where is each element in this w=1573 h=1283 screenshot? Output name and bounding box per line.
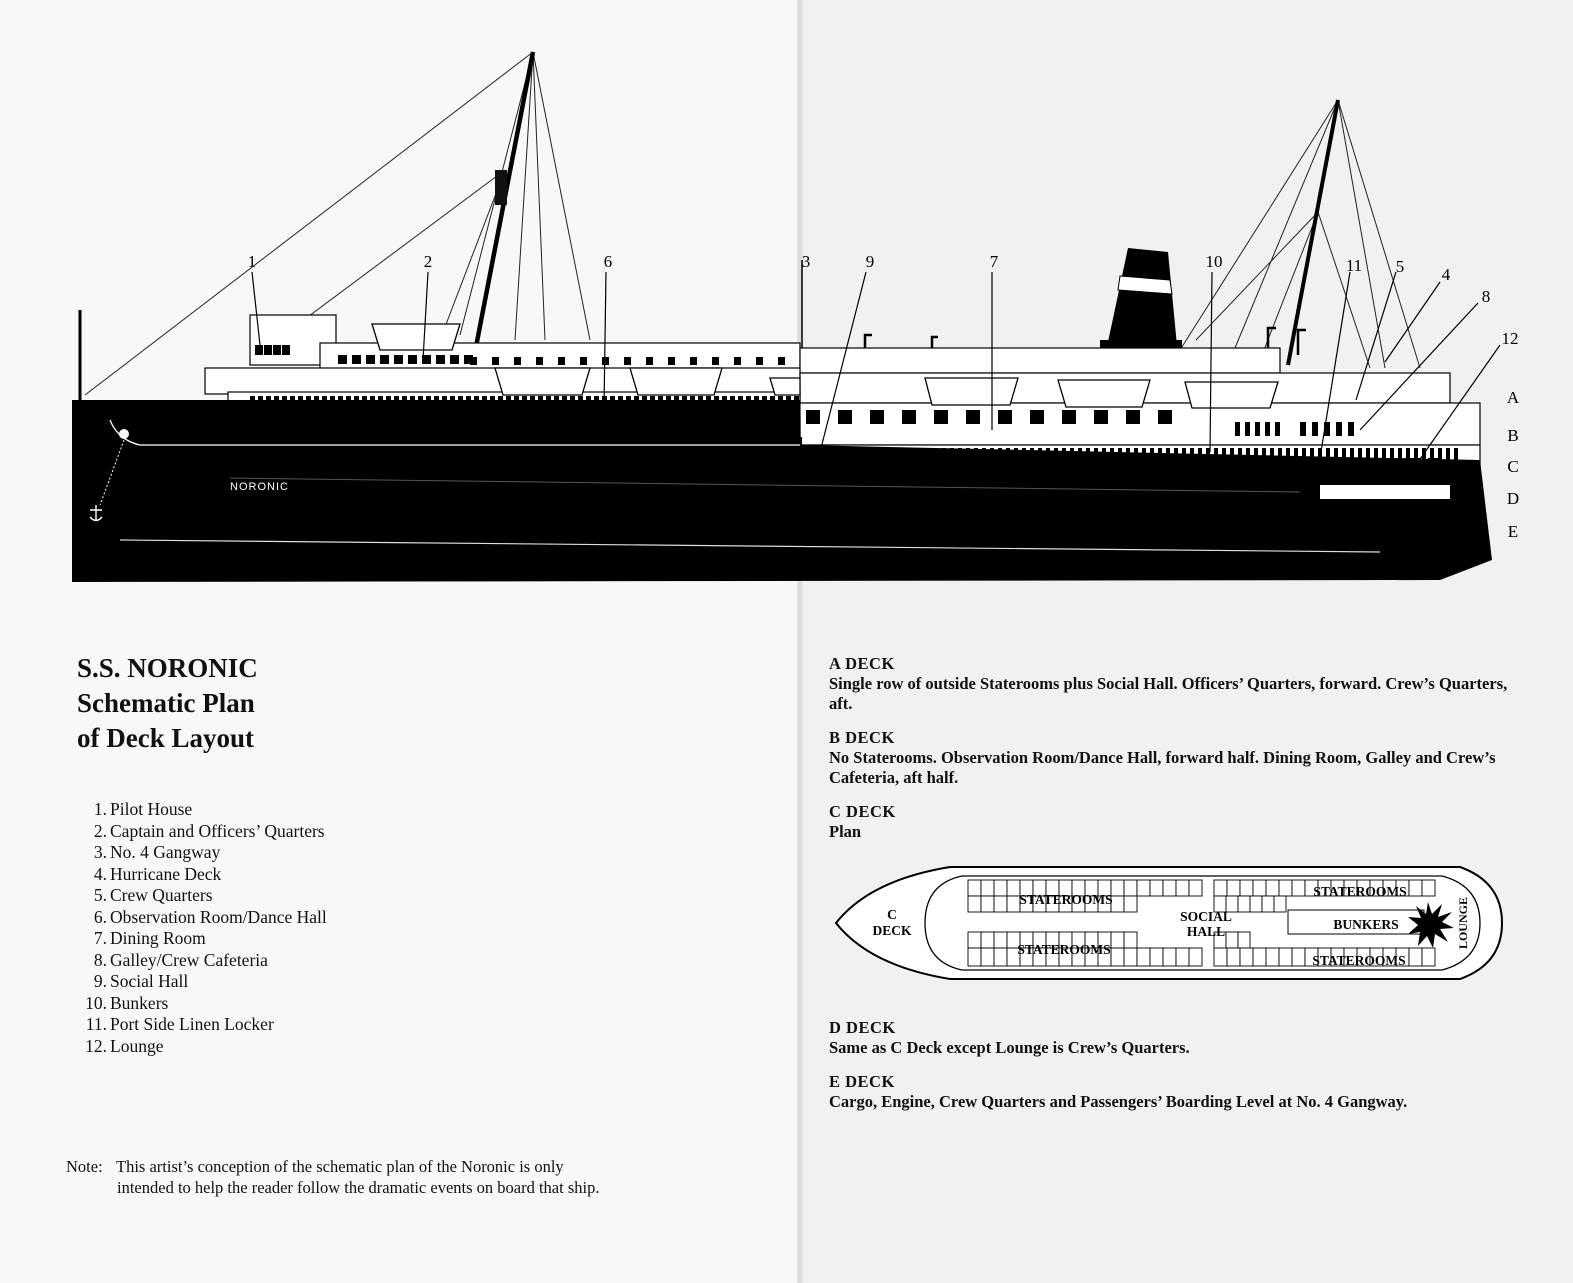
window — [1300, 422, 1306, 436]
cabin — [1253, 948, 1266, 966]
legend-item: 7. Dining Room — [93, 928, 206, 948]
legend-list — [66, 799, 327, 1057]
cabin — [1176, 880, 1189, 896]
cabin — [1409, 948, 1422, 966]
deck-descriptions-lower — [829, 1018, 1529, 1126]
window — [1245, 422, 1250, 436]
title-line-3: of Deck Layout — [77, 723, 254, 753]
cabin — [1279, 948, 1292, 966]
deck-text: Cargo, Engine, Crew Quarters and Passengers’ Boarding Level at No. 4 Gangway. — [829, 1092, 1408, 1111]
window — [394, 355, 403, 364]
cabin — [1250, 896, 1262, 912]
cabin — [1214, 880, 1227, 896]
c-deck-plan — [830, 862, 1505, 984]
window — [408, 355, 417, 364]
note-line-1: This artist’s conception of the schematic plan of the Noronic is only — [116, 1157, 564, 1176]
callout-number: 12 — [1501, 329, 1519, 348]
cabin — [1227, 880, 1240, 896]
cabin — [1137, 948, 1150, 966]
window — [366, 355, 375, 364]
legend-item: 2. Captain and Officers’ Quarters — [93, 820, 325, 841]
deck-text: Single row of outside Staterooms plus Social Hall. Officers’ Quarters, forward. Crew’s Quarters, aft. — [829, 674, 1508, 713]
cabin — [981, 948, 994, 966]
cabin — [981, 896, 994, 912]
window — [492, 357, 499, 365]
window — [536, 357, 543, 365]
cabin — [1262, 896, 1274, 912]
cabin — [1227, 948, 1240, 966]
cabin — [994, 932, 1007, 948]
cabin — [1111, 880, 1124, 896]
deck-heading: B DECK — [829, 728, 895, 747]
cabin — [1163, 948, 1176, 966]
note-label: Note: — [66, 1157, 103, 1176]
bunkers-label: BUNKERS — [1333, 917, 1399, 932]
deck-letter: C — [1507, 457, 1519, 476]
cabin — [1150, 880, 1163, 896]
window — [1255, 422, 1260, 436]
cabin — [1422, 948, 1435, 966]
social-hall-label-1: SOCIAL — [1180, 909, 1232, 924]
window — [668, 357, 675, 365]
cabin — [1124, 896, 1137, 912]
bow-label-deck: DECK — [872, 923, 912, 938]
cabin — [1266, 948, 1279, 966]
deck-e — [829, 1072, 1529, 1112]
legend-item: 10. Bunkers — [85, 992, 169, 1013]
deck-letter-labels — [1507, 388, 1520, 541]
window — [778, 357, 785, 365]
cabin — [1111, 948, 1124, 966]
window — [902, 410, 916, 424]
window — [870, 410, 884, 424]
window — [558, 357, 565, 365]
bow-label-c: C — [887, 907, 897, 922]
window — [1094, 410, 1108, 424]
window — [646, 357, 653, 365]
cabin — [1150, 948, 1163, 966]
legend-item: 9. Social Hall — [93, 971, 189, 991]
window — [966, 410, 980, 424]
cabin — [994, 880, 1007, 896]
window — [838, 410, 852, 424]
fore-mast-lamp — [495, 170, 507, 205]
cabin — [1409, 880, 1422, 896]
callout-number: 3 — [801, 252, 811, 271]
callout-number: 1 — [247, 252, 257, 271]
legend-item: 5. Crew Quarters — [93, 885, 213, 905]
window — [380, 355, 389, 364]
callout-number: 10 — [1205, 252, 1223, 271]
window — [998, 410, 1012, 424]
cabin — [1422, 880, 1435, 896]
window — [436, 355, 445, 364]
deck-b — [829, 728, 1519, 788]
window — [514, 357, 521, 365]
cabin — [1007, 896, 1020, 912]
cabin — [981, 880, 994, 896]
cabin — [1137, 880, 1150, 896]
window — [934, 410, 948, 424]
cabin — [1238, 932, 1250, 948]
lounge-label: LOUNGE — [1456, 896, 1470, 950]
legend-item: 4. Hurricane Deck — [93, 863, 222, 884]
deck-text: Same as C Deck except Lounge is Crew’s Quarters. — [829, 1038, 1190, 1057]
funnel — [1100, 248, 1182, 358]
deck-letter: A — [1506, 388, 1520, 407]
cabin — [968, 880, 981, 896]
legend-item: 12. Lounge — [85, 1035, 164, 1056]
staterooms-label-fwd-top: STATEROOMS — [1019, 892, 1113, 907]
window — [273, 345, 281, 355]
note-line-2: intended to help the reader follow the dramatic events on board that ship. — [117, 1178, 600, 1197]
deck-descriptions — [829, 654, 1519, 856]
cabin — [994, 896, 1007, 912]
window — [734, 357, 741, 365]
deck-c — [829, 802, 1519, 842]
title-line-2: Schematic Plan — [77, 688, 255, 718]
page-title — [77, 651, 258, 756]
cabin — [1226, 932, 1238, 948]
cabin — [1007, 880, 1020, 896]
social-hall-label-2: HALL — [1186, 924, 1226, 939]
window — [756, 357, 763, 365]
deck-letter: B — [1507, 426, 1519, 445]
legend-item: 8. Galley/Crew Cafeteria — [93, 949, 268, 970]
deck-text: No Staterooms. Observation Room/Dance Hall, forward half. Dining Room, Galley and Crew’s Cafeteria, aft half. — [829, 748, 1496, 787]
callout-number: 4 — [1441, 265, 1451, 284]
deck-heading: D DECK — [829, 1018, 896, 1037]
legend-item: 3. No. 4 Gangway — [93, 842, 221, 862]
cabin — [1292, 880, 1305, 896]
callout-number: 9 — [865, 252, 875, 271]
window — [602, 357, 609, 365]
hawse-pipe — [119, 429, 129, 439]
cabin — [1124, 948, 1137, 966]
callout-number: 2 — [423, 252, 433, 271]
window — [1062, 410, 1076, 424]
window — [352, 355, 361, 364]
window — [690, 357, 697, 365]
hull-name: NORONIC — [230, 481, 289, 493]
callout-number: 5 — [1395, 257, 1405, 276]
deck-letter: E — [1507, 522, 1519, 541]
cabin — [968, 896, 981, 912]
cabin — [1189, 880, 1202, 896]
callout-number: 8 — [1481, 287, 1491, 306]
cabin — [1240, 948, 1253, 966]
window — [1275, 422, 1280, 436]
cabin — [968, 948, 981, 966]
window — [806, 410, 820, 424]
window — [1348, 422, 1354, 436]
cabin — [1163, 880, 1176, 896]
window — [450, 355, 459, 364]
window — [712, 357, 719, 365]
callout-number: 7 — [989, 252, 999, 271]
cabin — [1124, 932, 1137, 948]
window — [470, 357, 477, 365]
cabin — [1238, 896, 1250, 912]
legend-item: 11. Port Side Linen Locker — [85, 1014, 274, 1034]
staterooms-label-aft-top: STATEROOMS — [1313, 884, 1407, 899]
legend-item: 1. Pilot House — [93, 799, 193, 819]
cabin — [1240, 880, 1253, 896]
window — [264, 345, 272, 355]
cabin — [981, 932, 994, 948]
deck-text: Plan — [829, 822, 862, 841]
cabin — [1111, 932, 1124, 948]
cabin — [1266, 880, 1279, 896]
cabin — [1253, 880, 1266, 896]
cabin — [968, 932, 981, 948]
cabin — [1111, 896, 1124, 912]
window — [338, 355, 347, 364]
window — [282, 345, 290, 355]
callout-number: 11 — [1345, 256, 1363, 275]
cabin — [1279, 880, 1292, 896]
deck-heading: A DECK — [829, 654, 895, 673]
deck-d — [829, 1018, 1529, 1058]
deck-a — [829, 654, 1519, 714]
window — [624, 357, 631, 365]
window — [1235, 422, 1240, 436]
window — [1158, 410, 1172, 424]
deck-heading: E DECK — [829, 1072, 895, 1091]
cabin — [1214, 948, 1227, 966]
legend-item: 6. Observation Room/Dance Hall — [93, 906, 327, 927]
staterooms-label-fwd-bottom: STATEROOMS — [1017, 942, 1111, 957]
aft-deck-windows — [1320, 485, 1450, 499]
ship-profile-diagram — [0, 0, 1573, 600]
staterooms-label-aft-bottom: STATEROOMS — [1312, 953, 1406, 968]
deck-letter: D — [1506, 489, 1520, 508]
callout-number: 6 — [603, 252, 613, 271]
cabin — [1124, 880, 1137, 896]
window — [1030, 410, 1044, 424]
cabin — [1176, 948, 1189, 966]
cabin — [994, 948, 1007, 966]
cabin — [1292, 948, 1305, 966]
window — [1336, 422, 1342, 436]
window — [580, 357, 587, 365]
window — [1265, 422, 1270, 436]
cabin — [1189, 948, 1202, 966]
window — [1126, 410, 1140, 424]
deck-heading: C DECK — [829, 802, 896, 821]
title-line-1: S.S. NORONIC — [77, 653, 258, 683]
footnote — [66, 1156, 696, 1198]
window — [1312, 422, 1318, 436]
cabin — [1274, 896, 1286, 912]
window — [255, 345, 263, 355]
